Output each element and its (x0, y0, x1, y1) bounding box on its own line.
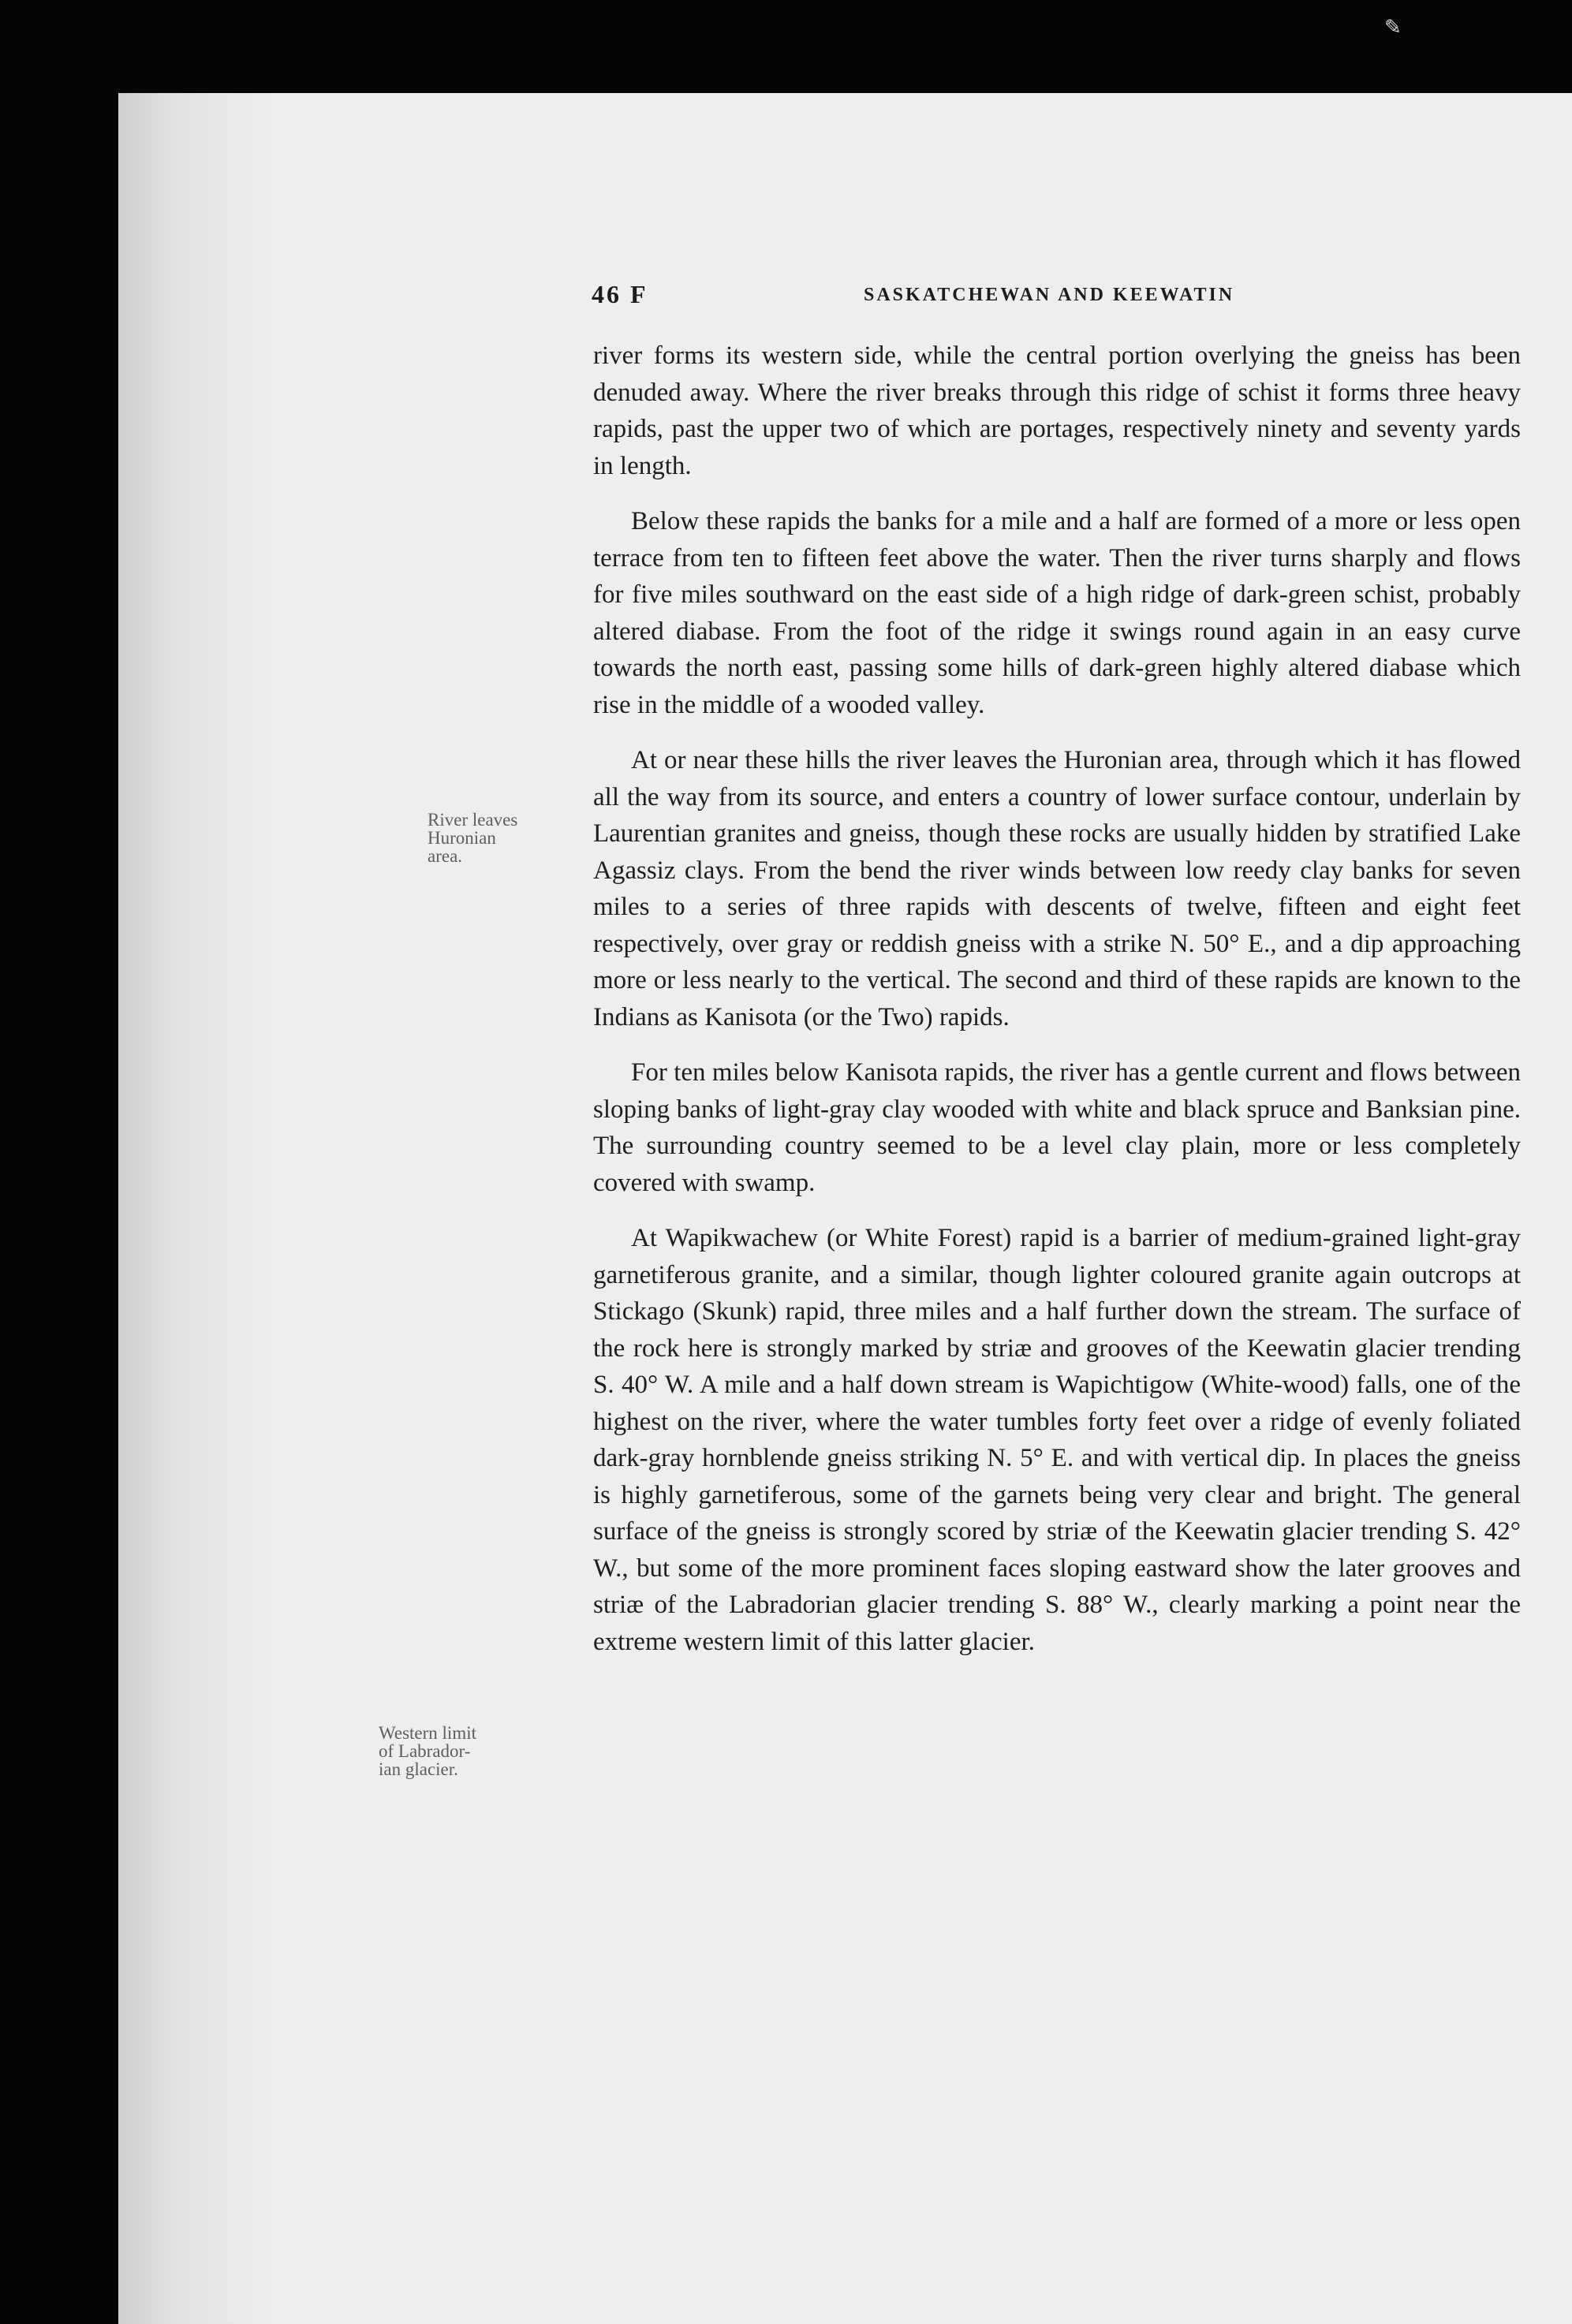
margin-note-western-limit (379, 1724, 528, 1778)
paragraph: At or near these hills the river leaves the Huronian area, through which it has flowed all the way from its source, and enters a country of lower surface contour, underlain by Laurentian granites and gneiss, though these rocks are usually hidden by stratified Lake Agassiz clays. From the bend the river winds between low reedy clay banks for seven miles to a series of three rapids with descents of twelve, fifteen and eight feet respectively, over gray or reddish gneiss with a strike N. 50° E., and a dip approaching more or less nearly to the vertical. The second and third of these rapids are known to the Indians as Kanisota (or the Two) rapids. (593, 746, 1521, 1031)
paragraph-continued: river forms its western side, while the central portion overlying the gneiss has been denuded away. Where the river breaks through this ridge of schist it forms three heavy rapids, past the upper two of which are portages, respectively ninety and seventy yards in length. (593, 341, 1521, 480)
page-header (592, 280, 1522, 311)
paragraph: Below these rapids the banks for a mile and a half are formed of a more or less open terrace from ten to fifteen feet above the water. Then the river turns sharply and flows for five miles southward on the east side of a high ridge of dark-green schist, probably altered diabase. From the foot of the ridge it swings round again in an easy curve towards the north east, passing some hills of dark-green highly altered diabase which rise in the middle of a wooded valley. (593, 507, 1521, 719)
margin-note-line: ian glacier. (379, 1759, 458, 1779)
page-gutter-shadow (118, 93, 276, 2324)
margin-note-line: Western limit (379, 1723, 476, 1743)
margin-note-line: River leaves (428, 810, 518, 830)
paragraph: At Wapikwachew (or White Forest) rapid is a barrier of medium-grained light-gray garnetiferous granite, and a similar, though lighter coloured granite again outcrops at Stickago (Skunk) rapid, three miles and a half further down the stream. The surface of the rock here is strongly marked by striæ and grooves of the Keewatin glacier trending S. 40° W. A mile and a half down stream is Wapichtigow (White-wood) falls, one of the highest on the river, where the water tumbles forty feet over a ridge of evenly foliated dark-gray hornblende gneiss striking N. 5° E. and with vertical dip. In places the gneiss is highly garnetiferous, some of the garnets being very clear and bright. The general surface of the gneiss is strongly scored by striæ of the Keewatin glacier trending S. 42° W., but some of the more prominent faces sloping eastward show the later grooves and striæ of the Labradorian glacier trending S. 88° W., clearly marking a point near the extreme western limit of this latter glacier. (593, 1224, 1521, 1656)
margin-note-line: of Labrador- (379, 1741, 471, 1761)
page-number: 46 F (592, 280, 648, 308)
margin-note-line: area. (428, 846, 463, 866)
scan-speck-mark: ✎ (1384, 16, 1402, 39)
margin-note-river-leaves-huronian (428, 811, 577, 865)
body-text (593, 338, 1521, 1679)
running-title: SASKATCHEWAN AND KEEWATIN (864, 285, 1235, 305)
paragraph: For ten miles below Kanisota rapids, the river has a gentle current and flows between sloping banks of light-gray clay wooded with white and black spruce and Banksian pine. The surrounding country seemed to be a level clay plain, more or less completely covered with swamp. (593, 1058, 1521, 1197)
margin-note-line: Huronian (428, 828, 496, 848)
